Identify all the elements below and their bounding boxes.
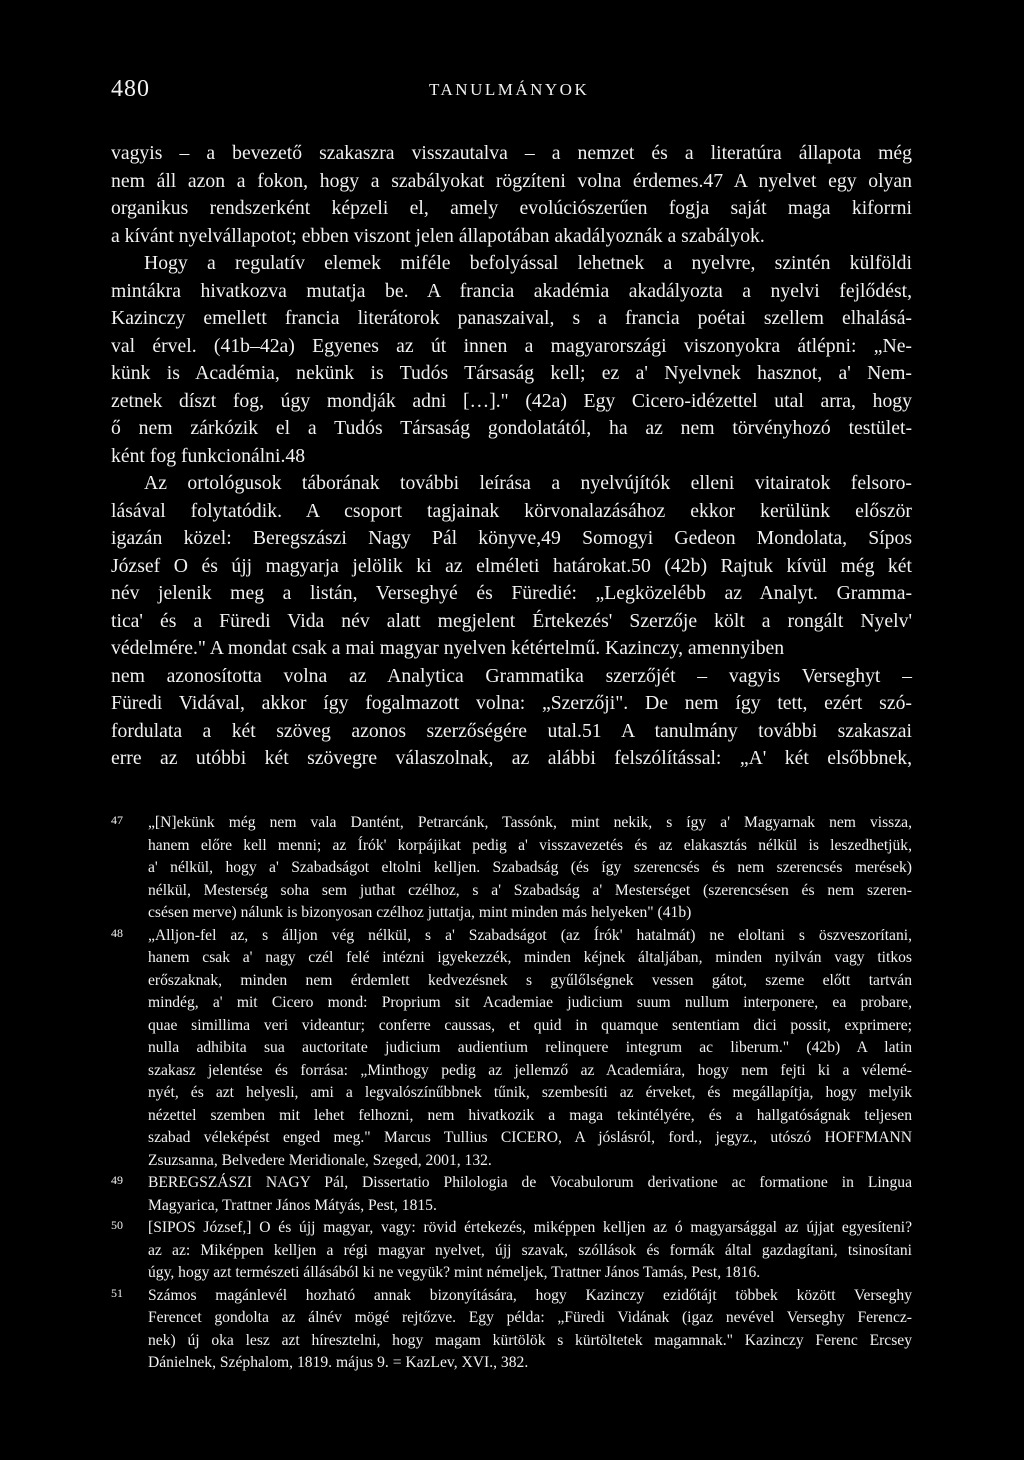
- footnote-line: mindég, a' mit Cicero mond: Proprium sit Academiae judicium suum nullum interponere, ea probare,: [148, 994, 912, 1011]
- footnote-line: szakasz jelentése és forrása: „Minthogy pedig az jellemző az Academiára, hogy nem fejti ki a vélemé-: [148, 1061, 912, 1079]
- footnote-number: 47: [111, 813, 123, 827]
- footnote-line: Számos magánlevél hozható annak bizonyítására, hogy Kazinczy ezidőtájt többek között Verseghy: [148, 1286, 912, 1304]
- page-number: 480: [111, 76, 150, 102]
- body-line: vagyis – a bevezető szakaszra visszautalva – a nemzet és a literatúra állapota még: [111, 142, 912, 164]
- body-line: József O és újj magyarja jelölik ki az elméleti határokat.50 (42b) Rajtuk kívül még két: [111, 554, 912, 577]
- footnote-line: quae simillima veri videantur; conferre caussas, et quid in quamque sententiam dici possit, exprimere;: [148, 1016, 912, 1034]
- footnote-line: Ferencet gondolta az álnév mögé rejtőzve. Egy példa: „Füredi Vidának (igaz nevével Verseghy Ferencz-: [148, 1309, 912, 1326]
- body-line: val érvel. (41b–42a) Egyenes az út innen a magyarországi viszonyokra átlépni: „Ne-: [111, 334, 912, 357]
- body-line: fordulata a két szöveg azonos szerzőségére utal.51 A tanulmány további szakaszai: [111, 719, 912, 742]
- footnote-line: Magyarica, Trattner János Mátyás, Pest, 1815.: [148, 1196, 437, 1214]
- footnote-line: az az: Miképpen kelljen a régi magyar nyelvet, újj szavak, szóllások és formák által gazdagítani, tsinosítani: [148, 1241, 912, 1259]
- footnote-line: hanem előre kell menni; az Írók' korpájikat pedig a' visszavezetés és az elakasztás nélkül is leszedhetjük,: [148, 836, 912, 854]
- running-head: TANULMÁNYOK: [429, 80, 590, 99]
- footnote-line: „[N]ekünk még nem vala Dantént, Petrarcánk, Tassónk, mint nekik, s így a' Magyarnak nem vissza,: [148, 814, 912, 831]
- footnote-line: csésen merve) nálunk is bizonyosan czélhoz juttatja, mint minden más helyeken" (41b): [148, 904, 692, 921]
- body-line: a kívánt nyelvállapotot; ebben viszont jelen állapotában akadályoznák a szabályok.: [111, 224, 765, 247]
- body-line: Az ortológusok táborának további leírása a nyelvújítók elleni vitairatok felsoro-: [144, 472, 912, 494]
- footnote-line: szabad véleképést enged meg." Marcus Tullius CICERO, A jóslásról, ford., jegyz., utószó HOFFMANN: [148, 1129, 912, 1146]
- footnote-line: BEREGSZÁSZI NAGY Pál, Dissertatio Philologia de Vocabulorum derivatione ac formatione in Lingua: [148, 1174, 912, 1191]
- body-line: mintákra hivatkozva mutatja be. A francia akadémia akadályozta a nyelvi fejlődést,: [111, 279, 912, 302]
- footnote-line: nyét, és azt helyesli, ami a legvalószínűbbnek tűnik, szembesíti az érveket, és megállapítja, hogy melyik: [148, 1084, 912, 1101]
- footnote-number: 49: [111, 1173, 123, 1187]
- footnote-line: a' nélkül, hogy a' Szabadságot eltolni kelljen. Szabadság (és így szerencsés és nem szerencsés merések): [148, 859, 912, 876]
- body-line: organikus rendszerként képzeli el, amely evolúciószerűen fogja saját maga kiforrni: [111, 197, 912, 219]
- footnote-line: nulla adhibita sua auctoritate judicium audientium relinquere integrum ac liberum." (42b) A latin: [148, 1039, 912, 1056]
- body-line: ő nem zárkózik el a Tudós Társaság gondolatától, ha az nem törvényhozó testület-: [111, 417, 912, 439]
- body-line: zetnek díszt fog, úgy mondják adni […]." (42a) Egy Cicero-idézettel utal arra, hogy: [111, 389, 912, 412]
- footnote: [111, 1285, 912, 1375]
- footnote-line: hanem csak a' nagy czél felé intézni igyekezzék, minden kéjnek általjában, minden nyilván vagy titkos: [148, 949, 912, 966]
- body-line: erre az utóbbi két szövegre válaszolnak, az alábbi felszólítással: „A' két elsőbbnek,: [111, 747, 912, 769]
- body-line: védelmére." A mondat csak a mai magyar nyelven kétértelmű. Kazinczy, amennyiben: [111, 637, 785, 659]
- body-line: igazán közel: Beregszászi Nagy Pál könyve,49 Somogyi Gedeon Mondolata, Sípos: [111, 527, 912, 549]
- body-line: künk is Académia, nekünk is Tudós Társaság kell; ez a' Nyelvnek hasznot, a' Nem-: [111, 362, 912, 384]
- footnote-number: 51: [111, 1285, 123, 1300]
- footnote-line: Dánielnek, Széphalom, 1819. május 9. = KazLev, XVI., 382.: [148, 1354, 529, 1371]
- footnote-line: nézettel szemben mit lehet felhozni, nem hivatkozik a maga tekintélyére, és a hallgatóságnak teljesen: [148, 1106, 912, 1124]
- body-line: nem azonosította volna az Analytica Grammatika szerzőjét – vagyis Verseghyt –: [111, 664, 912, 687]
- footnote-number: 50: [111, 1218, 123, 1232]
- footnote-line: erőszaknak, minden nem érdemlett kedvezésnek s gyűlőlségnek vessen gátot, szeme előtt tartván: [148, 971, 912, 989]
- footnote: [111, 1217, 912, 1285]
- body-line: Füredi Vidával, akkor így fogalmazott volna: „Szerzőji". De nem így tett, ezért szó-: [111, 692, 912, 714]
- body-line: tica' és a Füredi Vida név alatt megjelent Értekezés' Szerzője költ a rongált Nyelv': [111, 609, 912, 632]
- body-line: Kazinczy emellett francia literátorok panaszaival, s a francia poétai szellem elhalásá-: [111, 307, 912, 329]
- body-line: lásával folytatódik. A csoport tagjainak körvonalazásához ekkor kerülünk először: [111, 499, 912, 522]
- footnote: [111, 925, 912, 1173]
- body-text: [111, 140, 912, 773]
- body-line: Hogy a regulatív elemek miféle befolyással lehetnek a nyelvre, szintén külföldi: [144, 252, 912, 274]
- footnote-line: nek) új oka lesz azt híresztelni, hogy magam kürtölök s kürtöltetek magamnak." Kazinczy Ferenc Ercsey: [148, 1331, 912, 1349]
- footnote-line: Zsuzsanna, Belvedere Meridionale, Szeged, 2001, 132.: [148, 1151, 492, 1169]
- footnotes: [111, 812, 912, 1375]
- body-line: nem áll azon a fokon, hogy a szabályokat rögzíteni volna érdemes.47 A nyelvet egy olyan: [111, 169, 912, 192]
- footnote: [111, 1172, 912, 1217]
- footnote-line: „Alljon-fel az, s álljon vég nélkül, s a' Szabadságot (az Írók' hatalmát) ne eloltani s öszveszorítani,: [148, 926, 912, 944]
- footnote-line: úgy, hogy azt természeti állásából ki ne vegyük? mint némeljek, Trattner János Tamás, Pest, 1816.: [148, 1264, 761, 1281]
- footnote-number: 48: [111, 925, 123, 940]
- footnote-line: nélkül, Mesterség soha sem juthat czélhoz, s a' Szabadság a' Mesterséget (szerencsésen és nem szeren-: [148, 881, 912, 899]
- body-line: ként fog funkcionálni.48: [111, 444, 306, 467]
- footnote: [111, 812, 912, 925]
- body-line: név jelenik meg a listán, Verseghyé és Füredié: „Legközelébb az Analyt. Gramma-: [111, 582, 912, 604]
- footnote-line: [SIPOS József,] O és újj magyar, vagy: rövid értekezés, miképpen kelljen az ó magyarsággal az újjat egyesíteni?: [148, 1219, 912, 1236]
